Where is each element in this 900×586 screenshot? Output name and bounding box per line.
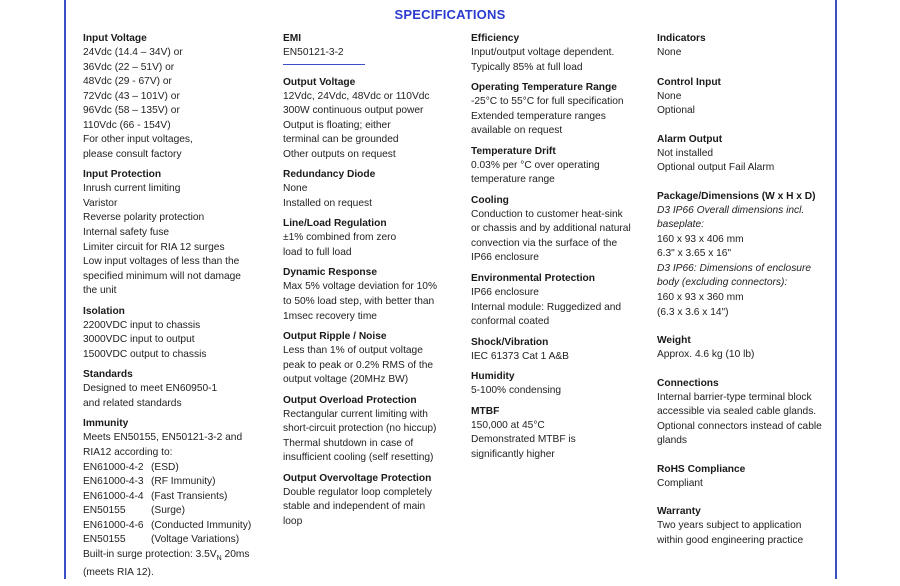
spec-line: within good engineering practice [657,534,804,546]
column-4 [657,31,837,553]
column-1 [83,31,273,586]
immunity-section [83,416,273,581]
spec-line: short-circuit protection (no hiccup) [283,423,437,435]
spec-line: Internal barrier-type terminal block [657,391,812,403]
spec-line: 48Vdc (29 - 67V) or [83,76,172,88]
section-heading: Dynamic Response [283,267,377,279]
section-heading: Redundancy Diode [283,169,376,181]
humidity-section [471,369,649,399]
spec-line: 160 x 93 x 406 mm [657,233,744,245]
spec-line: insufficient cooling (self resetting) [283,452,434,464]
spec-line: 24Vdc (14.4 – 34V) or [83,47,183,58]
section-heading: Output Ripple / Noise [283,331,387,343]
spec-line: 1500VDC output to chassis [83,348,207,360]
dynamic-response-section [283,265,463,324]
column-3 [471,31,649,467]
spec-line: Input/output voltage dependent. [471,47,615,58]
spec-line: Compliant [657,477,703,489]
spec-line: For other input voltages, [83,134,193,146]
spec-line: available on request [471,125,563,137]
section-heading: Immunity [83,418,129,430]
spec-line: Demonstrated MTBF is [471,434,576,446]
section-heading: Environmental Protection [471,273,595,285]
environmental-protection-section [471,271,649,330]
standard-code: EN61000-4-2 [83,461,144,473]
spec-line: Inrush current limiting [83,183,181,195]
spec-line: 36Vdc (22 – 51V) or [83,61,175,73]
page-title: SPECIFICATIONS [394,7,506,22]
spec-line: Max 5% voltage deviation for 10% [283,281,438,293]
spec-line: to 50% load step, with better than [283,296,435,308]
standard-code: EN50155 [83,534,126,546]
section-heading: Line/Load Regulation [283,218,387,230]
spec-line: 5-100% condensing [471,385,562,397]
spec-line: 3000VDC input to output [83,334,195,346]
surge-text: Built-in surge protection: 3.5V [83,548,217,560]
spec-line: (meets RIA 12). [83,567,154,579]
section-heading: Warranty [657,506,701,518]
spec-line: IP66 enclosure [471,252,539,264]
input-voltage-section [83,31,273,162]
spec-line: body (excluding connectors): [657,277,788,289]
spec-line: ±1% combined from zero [283,232,397,244]
spec-line: None [657,47,682,58]
connections-section [657,376,837,449]
input-protection-section [83,167,273,298]
spec-line: temperature range [471,174,555,186]
column-2 [283,31,463,535]
spec-line: loop [283,516,303,528]
spec-line [83,548,273,567]
spec-line: Meets EN50155, EN50121-3-2 and [83,432,243,444]
standards-section [83,367,273,411]
spec-line: None [283,183,308,195]
standard-code: EN61000-4-3 [83,476,144,488]
section-heading: Weight [657,335,691,347]
immunity-row [83,533,273,548]
section-heading: RoHS Compliance [657,463,746,475]
section-heading: Shock/Vibration [471,336,549,348]
spec-line: please consult factory [83,148,182,160]
spec-line: convection via the surface of the [471,237,618,249]
spec-line: 160 x 93 x 360 mm [657,292,744,304]
spec-line: Approx. 4.6 kg (10 lb) [657,349,755,361]
spec-line: 96Vdc (58 – 135V) or [83,105,180,117]
line-load-regulation-section [283,216,463,260]
package-dimensions-section [657,189,837,320]
immunity-row [83,519,273,534]
spec-line: baseplate: [657,219,705,231]
spec-line: Varistor [83,197,118,209]
standard-desc: (Surge) [151,505,185,517]
spec-line: EN50121-3-2 [283,47,344,58]
spec-line: output voltage (20MHz BW) [283,374,409,386]
spec-line: Typically 85% at full load [471,61,583,73]
divider [283,64,365,65]
spec-line: Reverse polarity protection [83,212,205,224]
section-heading: Connections [657,377,719,389]
spec-line: IP66 enclosure [471,287,539,299]
spec-line: RIA12 according to: [83,447,173,459]
spec-line: Thermal shutdown in case of [283,437,414,449]
standard-desc: (ESD) [151,461,179,473]
spec-line: IEC 61373 Cat 1 A&B [471,350,569,362]
immunity-row [83,504,273,519]
spec-line: None [657,90,682,102]
mtbf-section [471,404,649,463]
spec-line: accessible via sealed cable glands. [657,406,817,418]
spec-line: peak to peak or 0.2% RMS of the [283,359,434,371]
standard-code: EN61000-4-6 [83,519,144,531]
output-overload-section [283,393,463,466]
section-heading: Humidity [471,371,515,383]
section-heading: Efficiency [471,33,520,44]
section-heading: Isolation [83,305,125,317]
section-heading: Output Overload Protection [283,394,417,406]
standard-desc: (Fast Transients) [151,490,228,502]
isolation-section [83,304,273,363]
spec-line: Other outputs on request [283,148,396,160]
spec-line: the unit [83,285,117,297]
control-input-section [657,75,837,119]
standard-code: EN61000-4-4 [83,490,144,502]
spec-line: 0.03% per °C over operating [471,159,600,171]
alarm-output-section [657,132,837,176]
immunity-row [83,461,273,476]
spec-line: 2200VDC input to chassis [83,319,201,331]
spec-line: 1msec recovery time [283,310,377,322]
spec-line: 12Vdc, 24Vdc, 48Vdc or 110Vdc [283,90,430,102]
immunity-row [83,490,273,505]
section-heading: Alarm Output [657,133,723,145]
spec-line: Installed on request [283,197,372,209]
spec-line: Less than 1% of output voltage [283,345,423,357]
spec-line: Optional output Fail Alarm [657,162,775,174]
section-heading: Output Overvoltage Protection [283,472,432,484]
spec-line: -25°C to 55°C for full specification [471,96,624,108]
spec-line: (6.3 x 3.6 x 14") [657,306,729,318]
spec-line: Internal module: Ruggedized and [471,301,622,313]
section-heading: Cooling [471,194,509,206]
operating-temperature-section [471,80,649,139]
section-heading: EMI [283,33,302,44]
spec-line: Designed to meet EN60950-1 [83,383,218,395]
rohs-compliance-section [657,462,837,492]
spec-line: specified minimum will not damage [83,270,241,282]
spec-line: 110Vdc (66 - 154V) [83,119,171,131]
section-heading: Standards [83,369,133,381]
surge-subscript: N [216,554,222,562]
standard-code: EN50155 [83,505,126,517]
section-heading: Input Protection [83,169,162,181]
indicators-section [657,31,837,61]
output-voltage-section [283,75,463,163]
emi-section [283,31,463,61]
output-ripple-section [283,329,463,388]
spec-line: Optional connectors instead of cable [657,420,822,432]
warranty-section [657,504,837,548]
section-heading: Output Voltage [283,76,356,88]
spec-line: and related standards [83,397,182,409]
standard-desc: (Conducted Immunity) [151,519,252,531]
section-heading: Indicators [657,33,706,44]
spec-line: or chassis and by additional natural [471,223,631,235]
spec-line: stable and independent of main [283,501,426,513]
spec-line: Limiter circuit for RIA 12 surges [83,241,225,253]
spec-line: Not installed [657,147,714,159]
spec-line: Output is floating; either [283,119,391,131]
spec-line: Rectangular current limiting with [283,408,428,420]
weight-section [657,333,837,363]
standard-desc: (RF Immunity) [151,476,216,488]
spec-line: Low input voltages of less than the [83,256,240,268]
efficiency-section [471,31,649,75]
section-heading: Operating Temperature Range [471,82,617,94]
section-heading: MTBF [471,405,500,417]
spec-line: glands [657,435,688,447]
spec-line: 300W continuous output power [283,105,424,117]
temperature-drift-section [471,144,649,188]
spec-line: 6.3" x 3.65 x 16" [657,248,732,260]
cooling-section [471,193,649,266]
spec-line: 72Vdc (43 – 101V) or [83,90,180,102]
spec-line: D3 IP66 Overall dimensions incl. [657,204,805,216]
spec-line: Double regulator loop completely [283,486,432,498]
section-heading: Temperature Drift [471,145,556,157]
spec-line: terminal can be grounded [283,134,399,146]
section-heading: Input Voltage [83,33,147,44]
spec-line: 150,000 at 45°C [471,419,545,431]
surge-duration: 20ms [221,548,250,560]
spec-line: Conduction to customer heat-sink [471,208,623,220]
immunity-row [83,475,273,490]
spec-line: Optional [657,105,695,117]
spec-line: Two years subject to application [657,520,802,532]
standard-desc: (Voltage Variations) [151,534,240,546]
spec-line: Extended temperature ranges [471,110,606,122]
spec-line: load to full load [283,246,352,258]
redundancy-diode-section [283,167,463,211]
spec-line: D3 IP66: Dimensions of enclosure [657,262,812,274]
spec-line: significantly higher [471,448,555,460]
spec-line: conformal coated [471,316,550,328]
spec-line: Internal safety fuse [83,227,170,239]
section-heading: Control Input [657,76,721,88]
shock-vibration-section [471,335,649,365]
output-overvoltage-section [283,471,463,530]
section-heading: Package/Dimensions (W x H x D) [657,190,816,202]
